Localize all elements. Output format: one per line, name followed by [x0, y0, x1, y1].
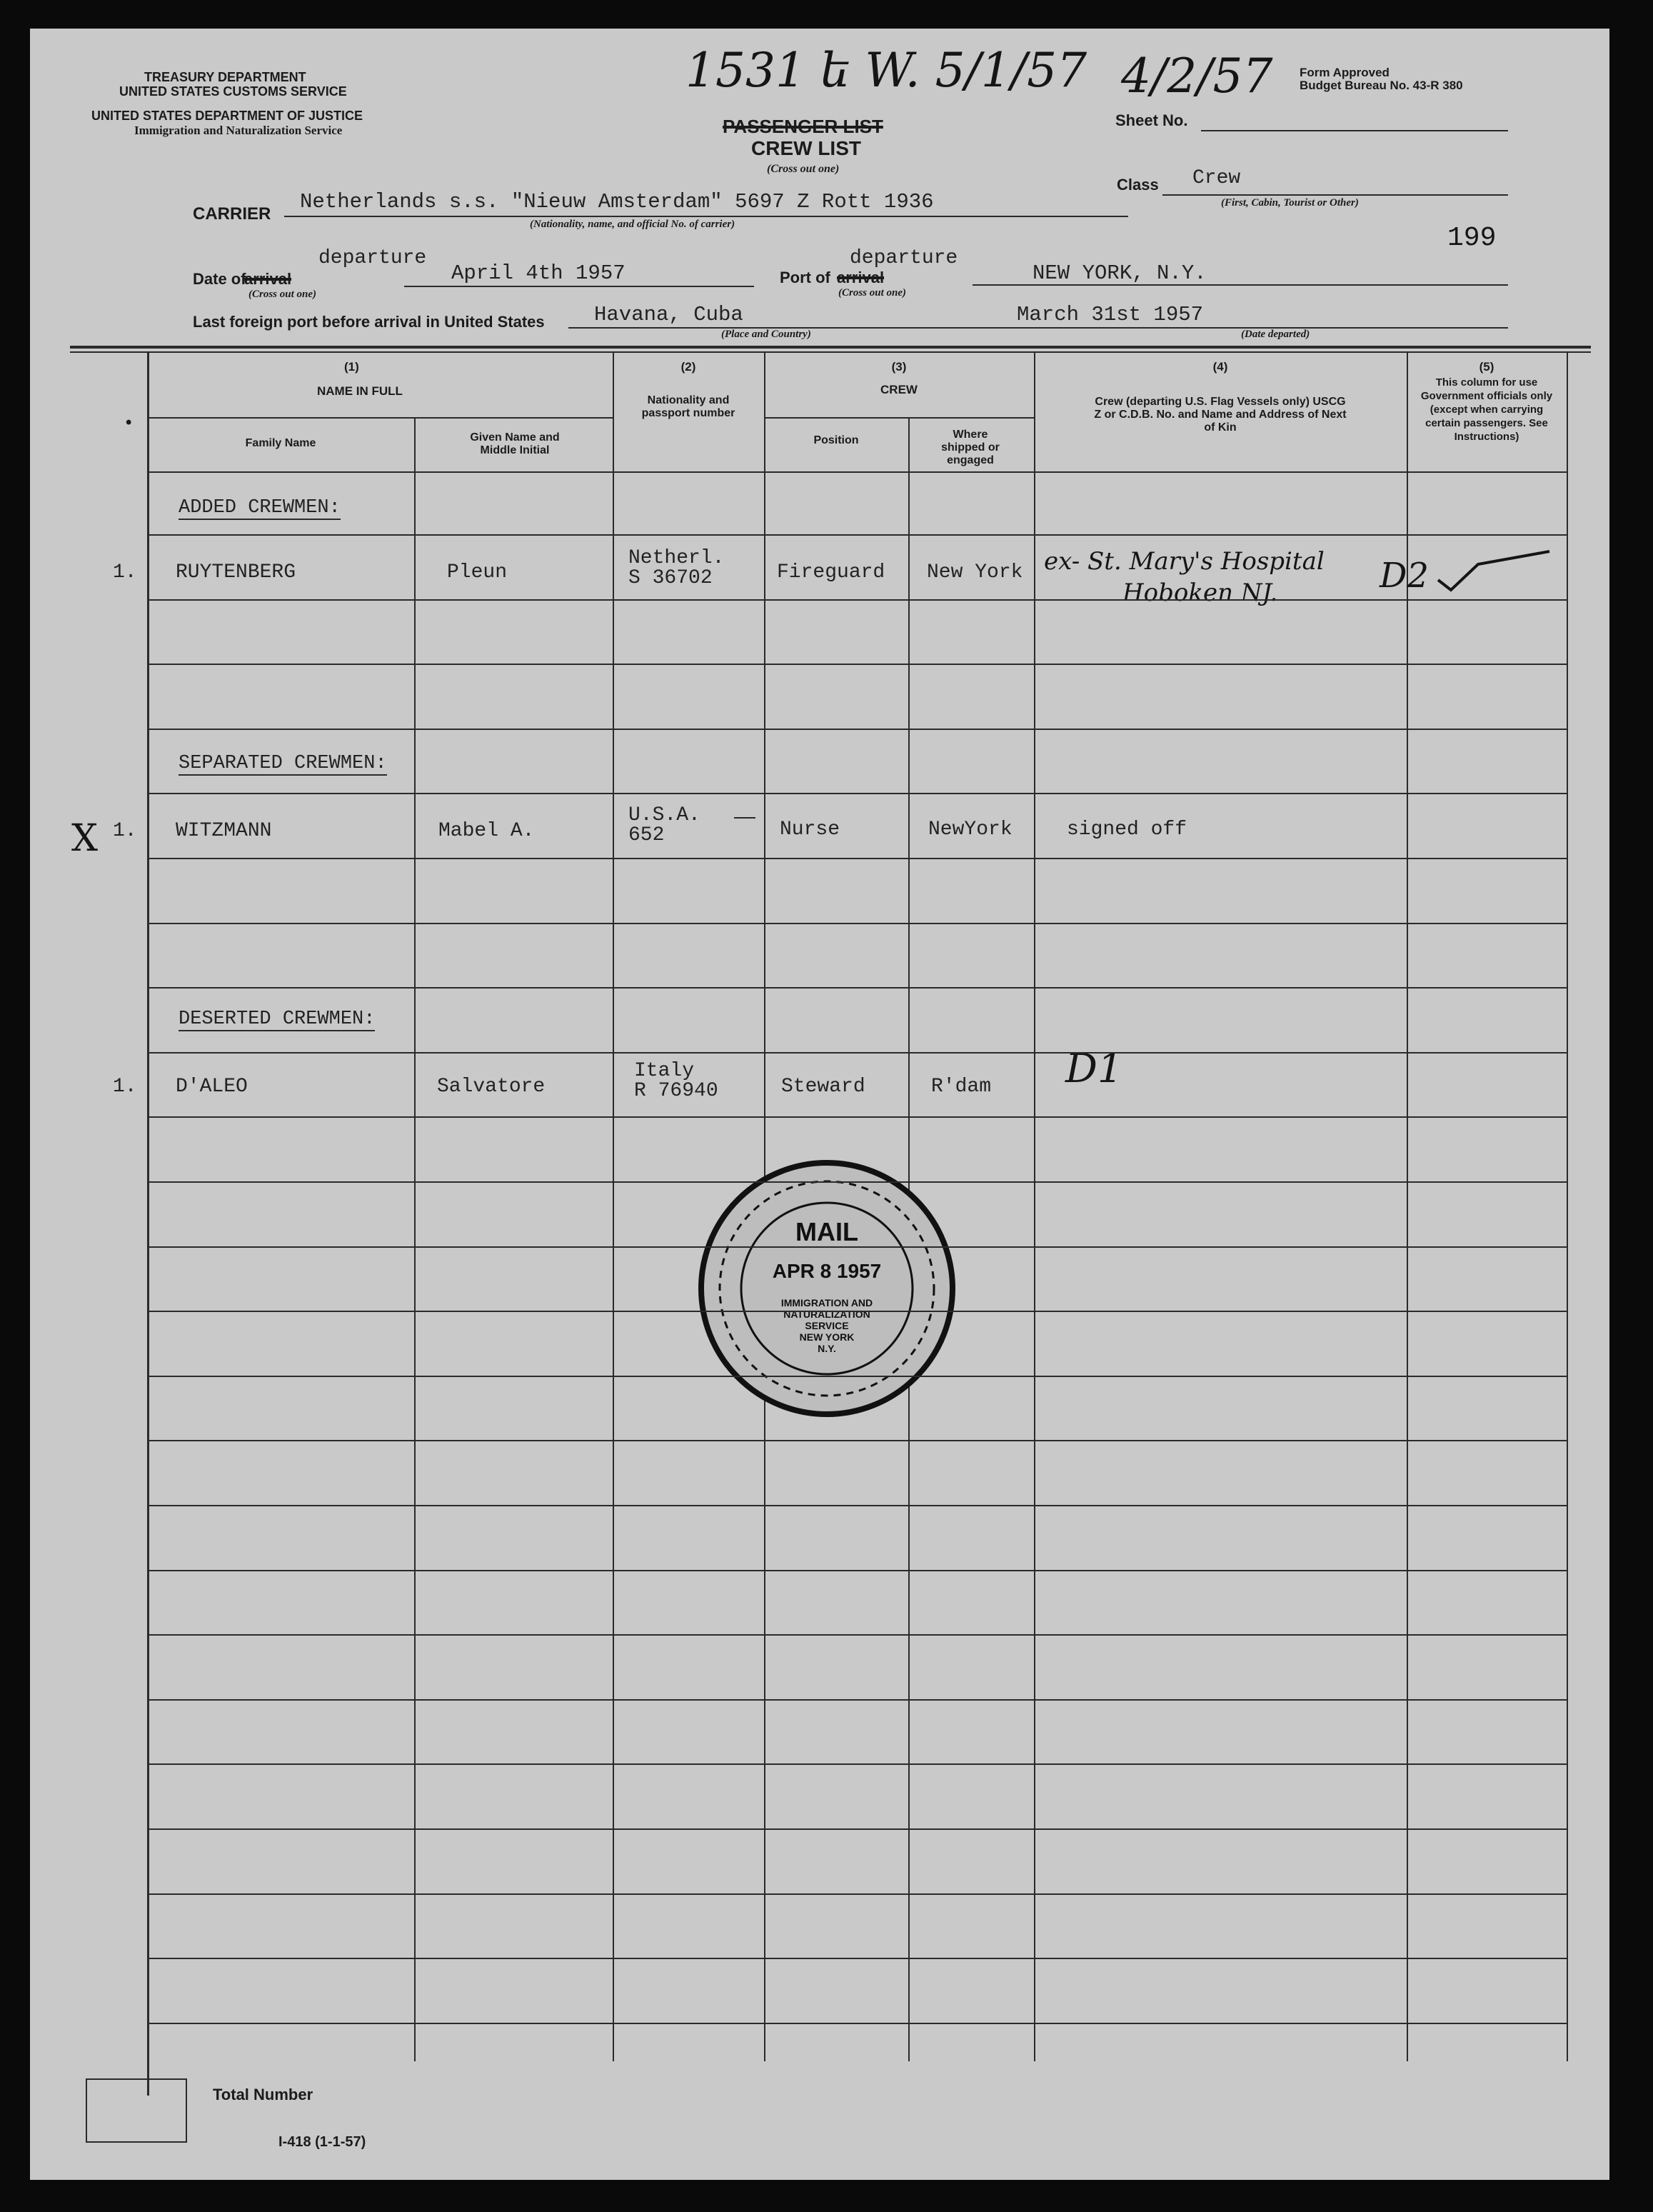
title-cross-out-hint: (Cross out one) — [767, 163, 840, 175]
row-rule — [147, 1699, 1567, 1701]
col2-title: Nationality and passport number — [641, 394, 735, 419]
row-rule — [147, 1440, 1567, 1441]
rule-subheader-crew — [764, 417, 1034, 419]
row-rule — [147, 1376, 1567, 1377]
row-rule — [147, 923, 1567, 924]
family-name: D'ALEO — [176, 1076, 248, 1098]
date-line — [404, 286, 754, 287]
row-rule — [147, 1181, 1567, 1183]
row-rule — [147, 1893, 1567, 1895]
sheet-label: Sheet No. — [1115, 111, 1188, 129]
port-type: departure — [850, 247, 958, 269]
section-heading-deserted: DESERTED CREWMEN: — [179, 1009, 376, 1030]
row-rule — [147, 729, 1567, 730]
rule-subheader-name — [147, 417, 613, 419]
row-rule — [147, 1958, 1567, 1959]
carrier-hint: (Nationality, name, and official No. of carrier) — [530, 219, 735, 230]
total-number-box — [86, 2078, 187, 2143]
where-shipped: R'dam — [931, 1076, 992, 1098]
table-right-border — [1567, 353, 1568, 2061]
last-port-date: March 31st 1957 — [1017, 303, 1204, 326]
class-hint: (First, Cabin, Tourist or Other) — [1221, 197, 1359, 209]
row-rule — [147, 664, 1567, 665]
agency-customs: UNITED STATES CUSTOMS SERVICE — [119, 84, 347, 99]
class-line — [1162, 194, 1508, 196]
col1-title: NAME IN FULL — [317, 384, 403, 398]
col-divider-nat — [613, 353, 614, 2061]
form-number: I-418 (1-1-57) — [278, 2134, 366, 2150]
row-rule — [147, 793, 1567, 794]
port-line — [973, 284, 1508, 286]
agency-treasury: TREASURY DEPARTMENT — [144, 70, 306, 84]
row-rule — [147, 1763, 1567, 1765]
row-rule — [147, 858, 1567, 859]
date-type: departure — [318, 247, 427, 269]
agency-ins: Immigration and Naturalization Service — [134, 124, 343, 137]
row-rule — [147, 1052, 1567, 1054]
row-number: 1. — [113, 561, 137, 584]
passenger-list-struck: PASSENGER LIST — [723, 116, 883, 137]
rule-header-bottom — [147, 471, 1567, 473]
nationality: Italy — [634, 1060, 695, 1082]
next-of-kin: signed off — [1067, 819, 1187, 841]
row-number: 1. — [113, 1076, 137, 1098]
crew-list-title: CREW LIST — [751, 137, 861, 159]
class-label: Class — [1117, 176, 1159, 194]
col-divider-col4 — [1034, 353, 1035, 2061]
date-value: April 4th 1957 — [451, 261, 625, 285]
date-label: Date of — [193, 270, 246, 288]
stamp-line1: IMMIGRATION AND — [780, 1297, 873, 1308]
stamp-line3: SERVICE — [805, 1320, 849, 1331]
last-port-value: Havana, Cuba — [594, 303, 743, 326]
stamp-line4: NEW YORK — [799, 1331, 855, 1343]
date-hint: (Cross out one) — [248, 289, 317, 300]
sheet-line — [1201, 130, 1508, 131]
port-label: Port of — [780, 269, 830, 286]
col1a-header: Family Name — [245, 437, 316, 449]
port-arrival-struck: arrival — [837, 269, 885, 286]
last-port-line — [568, 327, 1508, 329]
next-of-kin-handwritten: ex- St. Mary's Hospital — [1044, 547, 1325, 576]
date-arrival-struck: arrival — [244, 270, 292, 288]
last-port-label: Last foreign port before arrival in United States — [193, 313, 545, 331]
col5-title: This column for use Government officials only (except when carrying certain passengers. See Instructions) — [1420, 376, 1553, 443]
table-left-border — [147, 353, 149, 2096]
stamp-ring-icon — [695, 1157, 958, 1420]
margin-dot: • — [126, 413, 132, 432]
row-rule — [147, 534, 1567, 536]
carrier-value: Netherlands s.s. "Nieuw Amsterdam" 5697 Z Rott 1936 — [300, 190, 934, 214]
row-rule — [147, 1828, 1567, 1830]
col2-number: (2) — [680, 360, 696, 374]
budget-bureau: Budget Bureau No. 43-R 380 — [1300, 79, 1463, 92]
x-mark: X — [71, 817, 99, 860]
last-port-date-hint: (Date departed) — [1241, 329, 1310, 340]
page-number: 199 — [1447, 223, 1497, 254]
col4-title: Crew (departing U.S. Flag Vessels only) USCG Z or C.D.B. No. and Name and Address of Next of Kin — [1094, 396, 1347, 434]
passport-number: R 76940 — [634, 1080, 718, 1102]
col1-number: (1) — [344, 360, 359, 374]
family-name: RUYTENBERG — [176, 561, 296, 584]
col3b-header: Where shipped or engaged — [941, 429, 1000, 466]
col3-number: (3) — [891, 360, 907, 374]
stamp-date: APR 8 1957 — [772, 1260, 882, 1282]
row-rule — [147, 2023, 1567, 2024]
form-approved: Form Approved — [1300, 66, 1390, 79]
col3a-header: Position — [813, 434, 859, 446]
nationality: U.S.A. — [628, 804, 700, 826]
table-top-rule-2 — [70, 351, 1591, 353]
row-rule — [147, 1311, 1567, 1312]
passport-number: 652 — [628, 824, 665, 846]
last-port-hint: (Place and Country) — [721, 329, 811, 340]
row-rule — [147, 599, 1567, 601]
port-value: NEW YORK, N.Y. — [1033, 261, 1207, 285]
crew-list-form — [30, 29, 1609, 2180]
row-rule — [147, 1570, 1567, 1571]
passport-number: S 36702 — [628, 567, 713, 589]
stamp-line5: N.Y. — [818, 1343, 836, 1354]
col-divider-col5 — [1407, 353, 1408, 2061]
section-heading-added: ADDED CREWMEN: — [179, 497, 341, 519]
row-rule — [147, 987, 1567, 989]
row-rule — [147, 1634, 1567, 1636]
handwritten-date: 4/2/57 — [1121, 49, 1273, 104]
table-top-rule-1 — [70, 346, 1591, 349]
row-number: 1. — [113, 820, 137, 842]
carrier-line — [284, 216, 1128, 217]
given-name: Mabel A. — [438, 820, 535, 842]
row-rule — [147, 1505, 1567, 1506]
col5-number: (5) — [1479, 360, 1494, 374]
row-rule — [147, 1116, 1567, 1118]
where-shipped: NewYork — [928, 819, 1013, 841]
position: Fireguard — [777, 561, 885, 584]
where-shipped: New York — [927, 561, 1023, 584]
stamp-title: MAIL — [795, 1217, 858, 1246]
position: Steward — [781, 1076, 865, 1098]
total-number-label: Total Number — [213, 2086, 313, 2103]
stamp-line2: NATURALIZATION — [783, 1308, 870, 1320]
given-name: Salvatore — [437, 1076, 546, 1098]
carrier-label: CARRIER — [193, 204, 271, 224]
port-hint: (Cross out one) — [838, 287, 907, 299]
section-heading-separated: SEPARATED CREWMEN: — [179, 753, 387, 774]
position: Nurse — [780, 819, 840, 841]
official-mark: D1 — [1065, 1046, 1123, 1092]
dash-mark — [734, 817, 755, 819]
col1b-header: Given Name and Middle Initial — [470, 431, 560, 456]
mail-stamp — [695, 1157, 958, 1420]
handwritten-file-number: 1531 ե W. 5/1/57 — [685, 43, 1087, 98]
given-name: Pleun — [447, 561, 508, 584]
col3-title: CREW — [880, 383, 918, 396]
next-of-kin-handwritten-2: Hoboken NJ. — [1122, 579, 1278, 607]
row-rule — [147, 1246, 1567, 1248]
official-mark: D2 — [1380, 556, 1430, 596]
col4-number: (4) — [1212, 360, 1228, 374]
agency-justice: UNITED STATES DEPARTMENT OF JUSTICE — [91, 109, 363, 123]
nationality: Netherl. — [628, 547, 725, 569]
family-name: WITZMANN — [176, 820, 272, 842]
class-value: Crew — [1192, 167, 1241, 189]
